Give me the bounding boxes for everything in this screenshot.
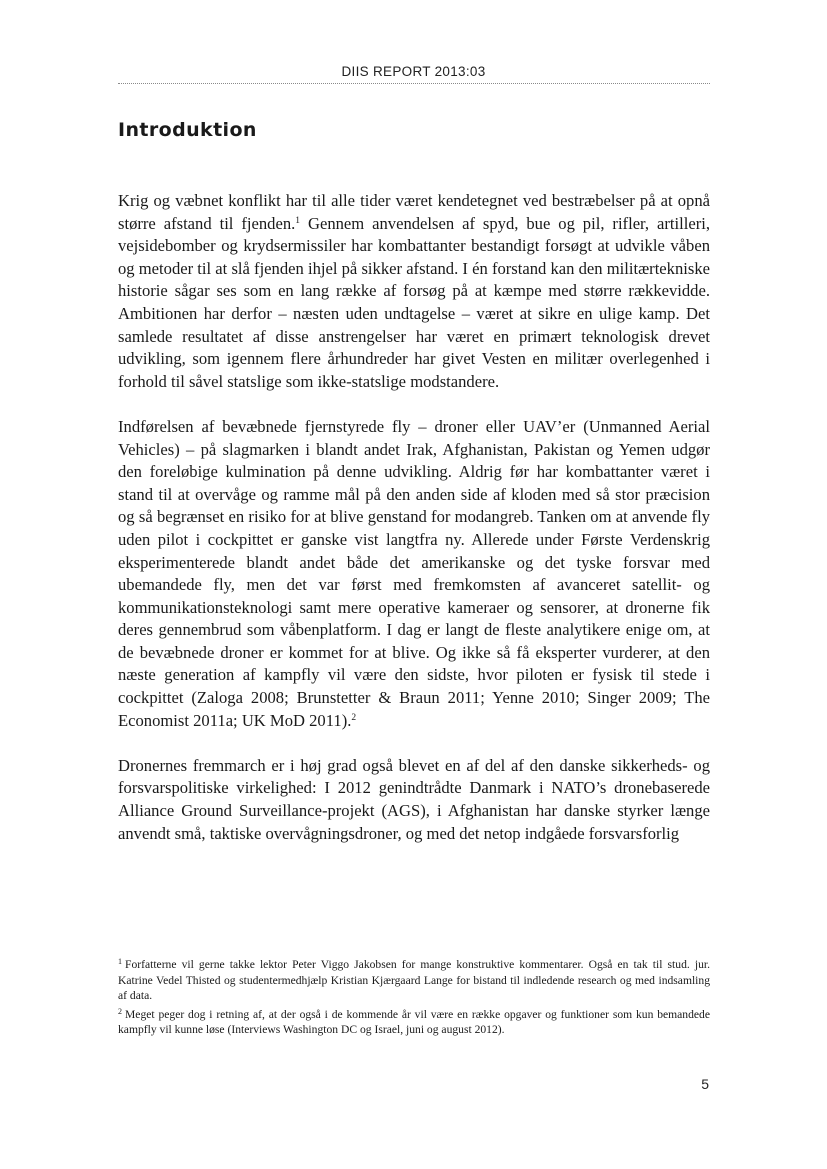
text-segment: Dronernes fremmarch er i høj grad også blevet en af del af den danske sikkerheds- og forsvarspolitiske virkelighed: I 2012 genindtrådte Danmark i NATO’s dronebaserede Alliance Ground Surveillance-projekt (AGS), i Afghanistan har danske styrker længe anvendt små, taktiske overvågningsdroner, og med det netop indgåede forsvarsforlig: [118, 755, 710, 843]
section-heading: Introduktion: [118, 119, 257, 141]
paragraph: [118, 755, 710, 845]
footnote: [118, 957, 710, 1004]
paragraph: [118, 416, 710, 732]
footnote-text: Meget peger dog i retning af, at der også i de kommende år vil være en række opgaver og funktioner som kun bemandede kampfly vil kunne løse (Interviews Washington DC og Israel, juni og august 2012).: [118, 1007, 710, 1036]
text-segment: Krig og væbnet konflikt har til alle tider været kendetegnet ved bestræbelser på at opnå større afstand til fjenden.: [118, 191, 710, 233]
paragraph: [118, 190, 710, 393]
footnote-marker: 1: [118, 957, 122, 966]
footnote-text: Forfatterne vil gerne takke lektor Peter Viggo Jakobsen for mange konstruktive kommentarer. Også en tak til stud. jur. Katrine Vedel Thisted og studentermedhjælp Kristian Kjærgaard Lange for bistand til indledende research og med indsamling af data.: [118, 958, 710, 1002]
footnote: [118, 1007, 710, 1038]
text-segment: Indførelsen af bevæbnede fjernstyrede fly – droner eller UAV’er (Unmanned Aerial Vehicles) – på slagmarken i blandt andet Irak, Afghanistan, Pakistan og Yemen udgør den foreløbige kulmination på denne udvikling. Aldrig før har kombattanter været i stand til at overvåge og ramme mål på den anden side af kloden med så stor præcision og så begrænset en risiko for at blive genstand for modangreb. Tanken om at anvende fly uden pilot i cockpittet er ganske vist langtfra ny. Allerede under Første Verdenskrig eksperimenterede blandt andet både det amerikanske og det tyske forsvar med ubemandede fly, men det var først med fremkomsten af avanceret satellit- og kommunikationsteknologi samt mere operative kameraer og sensorer, at dronerne fik deres gennembrud som våbenplatform. I dag er langt de fleste analytikere enige om, at de bevæbnede droner er kommet for at blive. Og ikke så få eksperter vurderer, at den næste generation af kampfly vil være den sidste, hvor piloten er fysisk til stede i cockpittet (Zaloga 2008; Brunstetter & Braun 2011; Yenne 2010; Singer 2009; The Economist 2011a; UK MoD 2011).: [118, 416, 710, 730]
footnote-marker: 2: [118, 1006, 122, 1016]
header-dotted-rule: [118, 83, 710, 84]
running-header: DIIS REPORT 2013:03: [341, 64, 486, 79]
text-segment: Gennem anvendelsen af spyd, bue og pil, rifler, artilleri, vejsidebomber og krydsermissiler har kombattanter bestandigt forsøgt at udvikle våben og metoder til at slå fjenden ihjel på sikker afstand. I én forstand kan den militærtekniske historie sågar ses som en lang række af forsøg på at kæmpe med større rækkevidde. Ambitionen har derfor – næsten uden undtagelse – været at sikre en ulige kamp. Det samlede resultatet af disse anstrengelser har været en primært teknologisk drevet udvikling, som igennem flere århundreder har givet Vesten en militær overlegenhed i forhold til såvel statslige som ikke-statslige modstandere.: [118, 213, 710, 391]
page-number: 5: [701, 1076, 709, 1092]
footnotes: [118, 957, 710, 1041]
body-text: [118, 190, 710, 845]
footnote-ref[interactable]: 2: [351, 712, 357, 723]
footnote-ref[interactable]: 1: [295, 215, 301, 226]
